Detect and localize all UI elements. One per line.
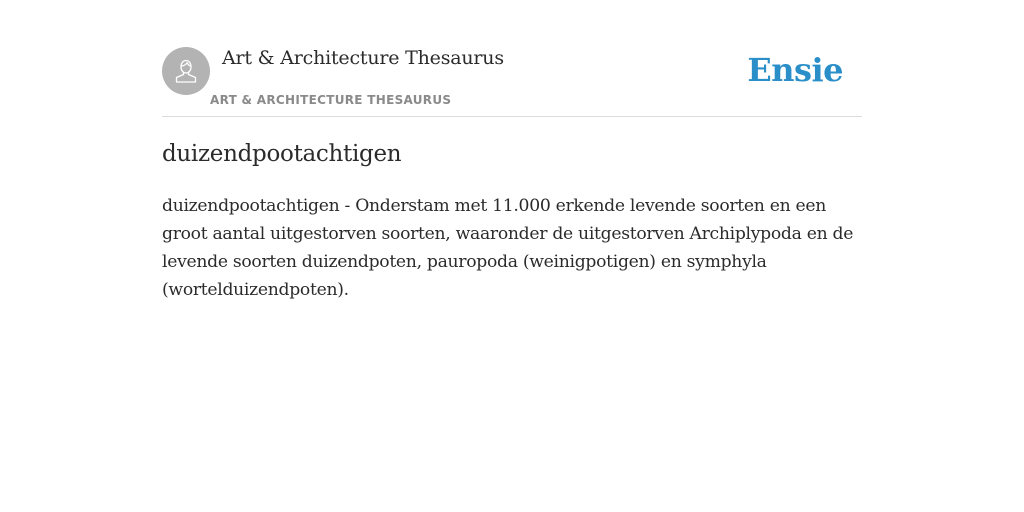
entry-definition: duizendpootachtigen - Onderstam met 11.000 erkende levende soorten en een groot aantal uitgestorven soorten, waaronder de uitgestorven Archiplypoda en de levende soorten duizendpoten, pauropoda (weinigpotigen) en symphyla (wortelduizendpoten).	[162, 196, 854, 300]
user-icon	[171, 56, 201, 86]
ensie-logo[interactable]: Ensie	[747, 51, 843, 89]
entry-title: duizendpootachtigen	[162, 141, 402, 167]
avatar[interactable]	[162, 47, 210, 95]
source-header	[162, 46, 862, 117]
source-subtitle[interactable]: ART & ARCHITECTURE THESAURUS	[210, 93, 452, 107]
source-title[interactable]: Art & Architecture Thesaurus	[222, 47, 504, 69]
